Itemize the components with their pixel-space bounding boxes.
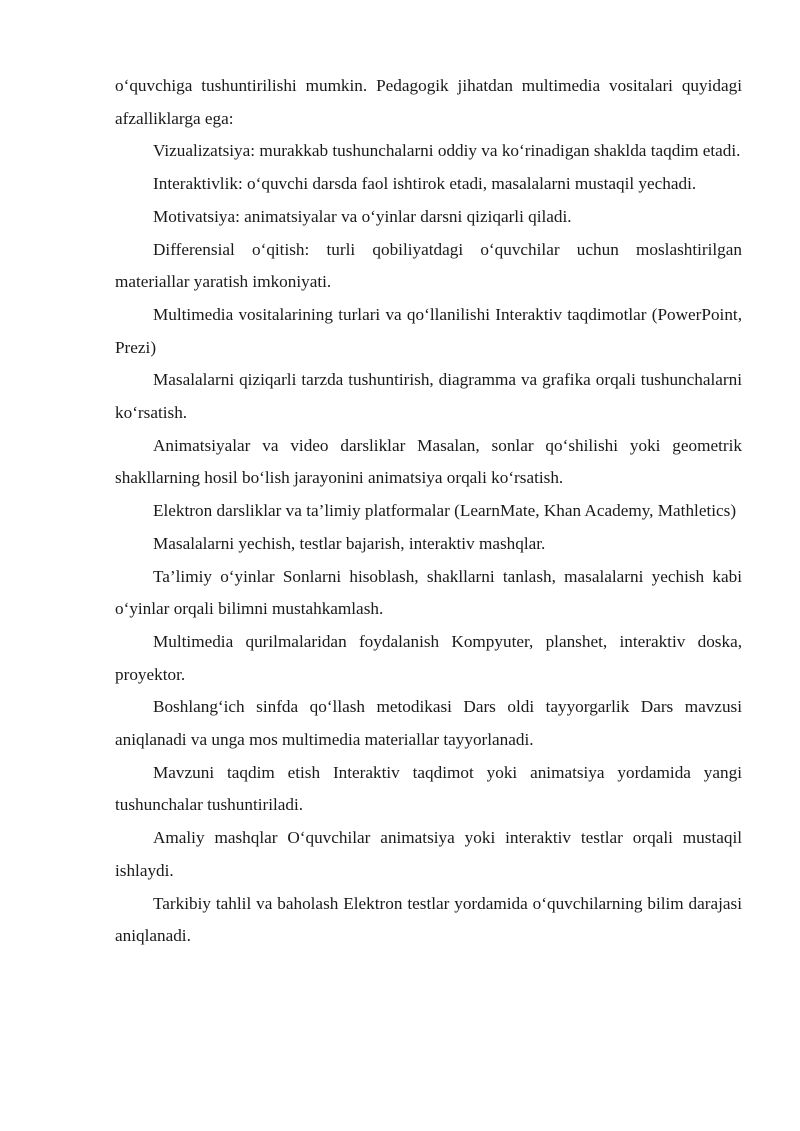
paragraph-animations-videos: Animatsiyalar va video darsliklar Masalan, sonlar qo‘shilishi yoki geometrik shakllarning hosil bo‘lish jarayonini animatsiya orqali ko‘rsatish. xyxy=(115,435,742,488)
paragraph-electronic-textbooks: Elektron darsliklar va ta’limiy platformalar (LearnMate, Khan Academy, Mathletics) xyxy=(153,501,737,521)
paragraph-interactivity: Interaktivlik: o‘quvchi darsda faol ishtirok etadi, masalalarni mustaqil yechadi. xyxy=(153,174,697,194)
paragraph-practical-exercises: Amaliy mashqlar O‘quvchilar animatsiya yoki interaktiv testlar orqali mustaqil ishlaydi. xyxy=(115,828,742,880)
paragraph-motivation: Motivatsiya: animatsiyalar va o‘yinlar darsni qiziqarli qiladi. xyxy=(153,206,572,226)
paragraph-multimedia-devices: Multimedia qurilmalaridan foydalanish Kompyuter, planshet, interaktiv doska, proyektor. xyxy=(115,631,742,684)
paragraph-educational-games: Ta’limiy o‘yinlar Sonlarni hisoblash, shakllarni tanlash, masalalarni yechish kabi o‘yinlar orqali bilimni mustahkamlash. xyxy=(115,566,742,619)
paragraph-continuation: o‘quvchiga tushuntirilishi mumkin. Pedagogik jihatdan multimedia vositalari quyidagi afzalliklarga ega: xyxy=(115,76,742,128)
paragraph-differential-teaching: Differensial o‘qitish: turli qobiliyatdagi o‘quvchilar uchun moslashtirilgan materiallar yaratish imkoniyati. xyxy=(115,239,742,292)
paragraph-topic-presentation: Mavzuni taqdim etish Interaktiv taqdimot yoki animatsiya yordamida yangi tushunchalar tushuntiriladi. xyxy=(115,762,742,815)
paragraph-explaining-problems: Masalalarni qiziqarli tarzda tushuntirish, diagramma va grafika orqali tushunchalarni ko‘rsatish. xyxy=(115,370,742,423)
paragraph-visualization: Vizualizatsiya: murakkab tushunchalarni oddiy va ko‘rinadigan shaklda taqdim etadi. xyxy=(153,141,741,161)
paragraph-solving-problems: Masalalarni yechish, testlar bajarish, interaktiv mashqlar. xyxy=(153,533,546,553)
paragraph-analysis-assessment: Tarkibiy tahlil va baholash Elektron testlar yordamida o‘quvchilarning bilim darajasi aniqlanadi. xyxy=(115,893,742,946)
paragraph-primary-methodology: Boshlang‘ich sinfda qo‘llash metodikasi Dars oldi tayyorgarlik Dars mavzusi aniqlanadi va unga mos multimedia materiallar tayyorlanadi. xyxy=(115,697,742,750)
document-body xyxy=(115,70,742,953)
paragraph-multimedia-types: Multimedia vositalarining turlari va qo‘llanilishi Interaktiv taqdimotlar (PowerPoint, Prezi) xyxy=(115,304,742,357)
